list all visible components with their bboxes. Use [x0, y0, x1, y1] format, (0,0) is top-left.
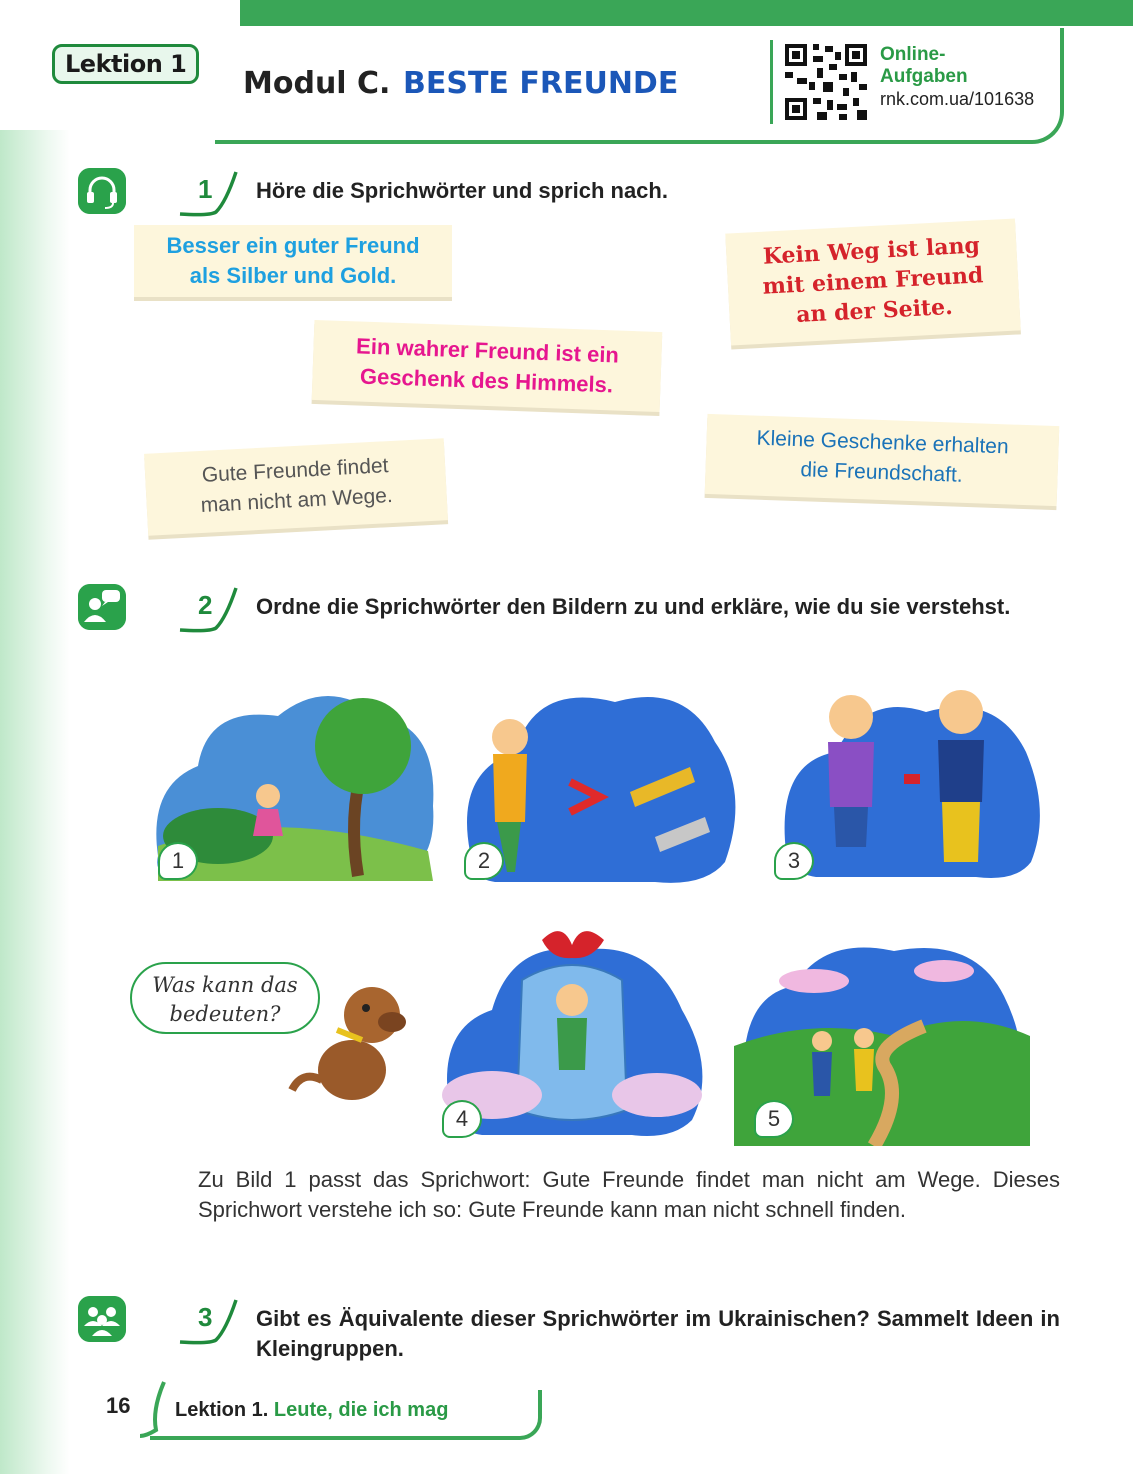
task-1-instruction: Höre die Sprichwörter und sprich nach. — [256, 178, 668, 203]
proverb-5-line1: Kleine Geschenke erhalten — [756, 426, 1010, 459]
left-decor-strip — [0, 0, 70, 1474]
proverb-3-line1: Ein wahrer Freund ist ein — [355, 333, 620, 368]
page-number: 16 — [106, 1393, 131, 1418]
online-tasks-link[interactable] — [880, 44, 1034, 110]
footer-lesson — [175, 1399, 448, 1422]
speaking-person-icon — [78, 584, 126, 630]
picture-5-number: 5 — [754, 1100, 794, 1138]
task-3-instruction: Gibt es Äquivalente dieser Sprichwörter im Ukrainischen? Sammelt Ideen in Kleingruppen. — [256, 1306, 1060, 1361]
picture-4-number: 4 — [442, 1100, 482, 1138]
qr-divider — [770, 40, 773, 124]
proverb-note-4 — [144, 438, 448, 536]
proverb-note-1 — [134, 225, 452, 297]
modul-label: Modul C. — [243, 66, 391, 101]
top-green-bar — [215, 0, 1133, 26]
footer-lesson-title: Leute, die ich mag — [273, 1399, 449, 1421]
qr-code-icon[interactable] — [783, 42, 869, 122]
task-2-number: 2 — [198, 590, 213, 620]
proverb-note-5 — [705, 414, 1060, 506]
proverb-3-line2: Geschenk des Himmels. — [359, 363, 614, 398]
proverb-2-line3: an der Seite. — [795, 293, 954, 329]
proverb-1-line2: als Silber und Gold. — [189, 263, 397, 288]
modul-title: BESTE FREUNDE — [403, 66, 679, 101]
online-line2: Aufgaben — [880, 66, 968, 87]
proverb-5-line2: die Freundschaft. — [800, 458, 964, 487]
picture-2-number: 2 — [464, 842, 504, 880]
online-url: rnk.com.ua/101638 — [880, 89, 1035, 109]
online-line1: Online- — [880, 44, 946, 65]
task-1-number: 1 — [198, 174, 213, 204]
example-answer: Zu Bild 1 passt das Sprichwort: Gute Freunde findet man nicht am Wege. Dieses Sprichwort verstehe ich so: Gute Freunde kann man nicht schnell finden. — [198, 1167, 1060, 1222]
dog-mascot — [282, 970, 422, 1110]
speech-bubble-line2: bedeuten? — [169, 1002, 281, 1026]
proverb-2-line2: mit einem Freund — [761, 262, 984, 300]
proverb-1-line1: Besser ein guter Freund — [166, 233, 420, 258]
proverb-note-2 — [725, 218, 1020, 345]
group-work-icon — [78, 1296, 126, 1342]
speech-bubble-line1: Was kann das — [152, 973, 298, 997]
proverb-4-line2: man nicht am Wege. — [200, 483, 394, 517]
task-3-number: 3 — [198, 1302, 213, 1332]
lektion-badge: Lektion 1 — [52, 44, 199, 84]
proverb-note-3 — [312, 320, 663, 412]
footer-lesson-prefix: Lektion 1. — [175, 1399, 269, 1421]
task-2-instruction: Ordne die Sprichwörter den Bildern zu und erkläre, wie du sie verstehst. — [256, 594, 1011, 619]
picture-3-two-boys — [776, 672, 1046, 886]
picture-1-number: 1 — [158, 842, 198, 880]
proverb-4-line1: Gute Freunde findet — [201, 454, 390, 487]
proverb-2-line1: Kein Weg ist lang — [762, 232, 981, 270]
headphones-icon — [78, 168, 126, 214]
picture-3-number: 3 — [774, 842, 814, 880]
